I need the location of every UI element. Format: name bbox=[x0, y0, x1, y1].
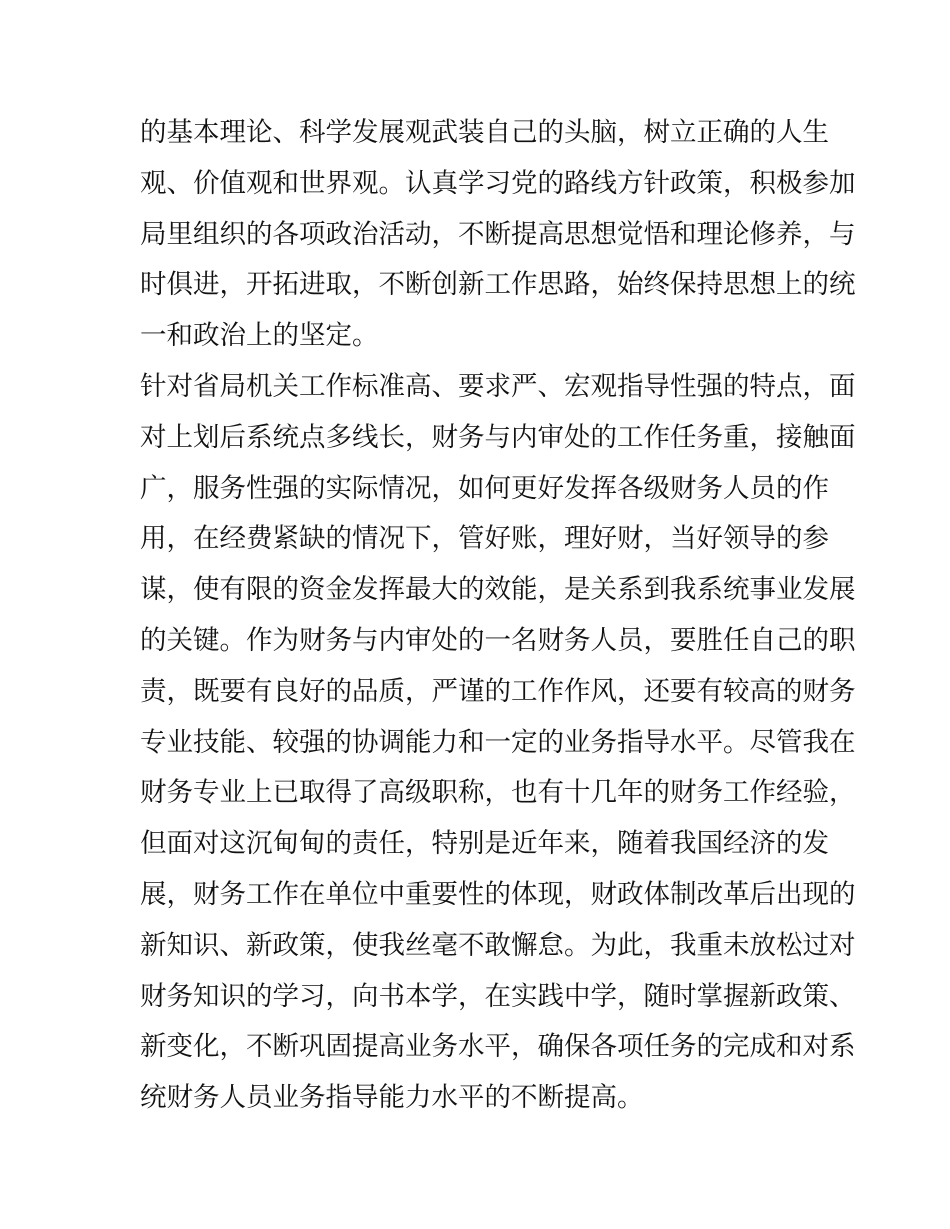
text-line: 展，财务工作在单位中重要性的体现，财政体制改革后出现的 bbox=[140, 878, 856, 910]
text-line: 财务知识的学习，向书本学，在实践中学，随时掌握新政策、 bbox=[140, 980, 856, 1012]
text-line: 但面对这沉甸甸的责任，特别是近年来，随着我国经济的发 bbox=[140, 828, 829, 860]
text-line: 观、价值观和世界观。认真学习党的路线方针政策，积极参加 bbox=[140, 167, 856, 199]
text-line: 对上划后系统点多线长，财务与内审处的工作任务重，接触面 bbox=[140, 421, 856, 453]
text-line: 的基本理论、科学发展观武装自己的头脑，树立正确的人生 bbox=[140, 117, 829, 148]
text-line: 针对省局机关工作标准高、要求严、宏观指导性强的特点，面 bbox=[140, 370, 856, 402]
text-line: 时俱进，开拓进取，不断创新工作思路，始终保持思想上的统 bbox=[140, 269, 856, 301]
text-line: 新变化，不断巩固提高业务水平，确保各项任务的完成和对系 bbox=[140, 1031, 856, 1063]
text-line: 财务专业上已取得了高级职称，也有十几年的财务工作经验， bbox=[140, 777, 856, 809]
text-line: 用，在经费紧缺的情况下，管好账，理好财，当好领导的参 bbox=[140, 523, 829, 555]
document-body-text bbox=[140, 108, 856, 1124]
text-line: 局里组织的各项政治活动，不断提高思想觉悟和理论修养，与 bbox=[140, 218, 856, 250]
text-line: 新知识、新政策，使我丝毫不敢懈怠。为此，我重未放松过对 bbox=[140, 929, 856, 961]
text-line: 一和政治上的坚定。 bbox=[140, 320, 379, 352]
text-line: 的关键。作为财务与内审处的一名财务人员，要胜任自己的职 bbox=[140, 624, 856, 656]
text-line: 谋，使有限的资金发挥最大的效能，是关系到我系统事业发展 bbox=[140, 574, 856, 606]
text-line: 广，服务性强的实际情况，如何更好发挥各级财务人员的作 bbox=[140, 472, 829, 504]
text-line: 专业技能、较强的协调能力和一定的业务指导水平。尽管我在 bbox=[140, 726, 856, 758]
text-line: 责，既要有良好的品质，严谨的工作作风，还要有较高的财务 bbox=[140, 675, 856, 707]
text-line: 统财务人员业务指导能力水平的不断提高。 bbox=[140, 1082, 644, 1114]
